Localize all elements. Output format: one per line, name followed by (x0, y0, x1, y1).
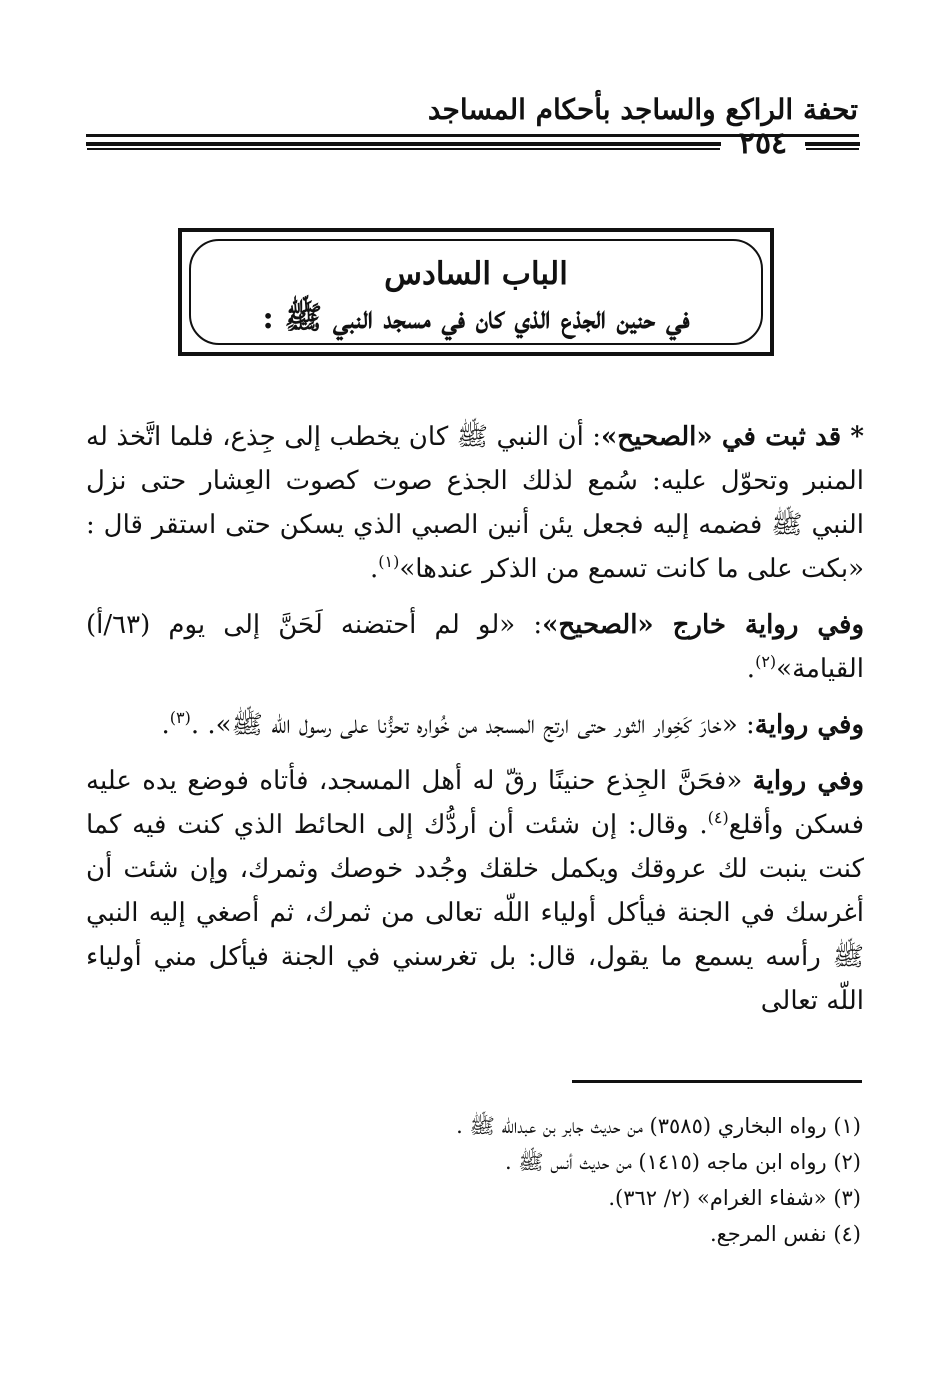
body-text (86, 415, 864, 1035)
paragraph-text-continued: . وقال: إن شئت أن أردُّك إلى الحائط الذي كنت فيه كما كنت ينبت لك عروقك ويكمل خلقك وجُدد خوصك وثمرك، وإن شئت أن أغرسك في الجنة فيأكل أولياء اللّه تعالى من ثمرك، ثم أصغي إليه النبي ﷺ رأسه يسمع ما يقول، قال: بل تغرسني في الجنة فيأكل مني أولياء اللّه تعالى (86, 810, 864, 1016)
paragraph-end: . (369, 554, 379, 584)
paragraph-lead: وفي رواية (752, 766, 865, 796)
paragraph-3 (86, 703, 864, 747)
running-header-title: تحفة الراكع والساجد بأحكام المساجد (427, 93, 858, 126)
paragraph-lead: وفي رواية (754, 710, 864, 740)
footnotes (161, 1108, 861, 1252)
paragraph-2 (86, 603, 864, 691)
footnote-ref[interactable]: (٢) (755, 652, 777, 671)
paragraph-lead: وفي رواية خارج «الصحيح» (542, 610, 864, 640)
footnote-separator (572, 1080, 862, 1083)
chapter-title: الباب السادس (384, 256, 568, 292)
chapter-title-box (178, 228, 774, 356)
paragraph-4 (86, 759, 864, 1023)
header-rule-right (805, 142, 860, 146)
footnote-ref[interactable]: (٤) (707, 808, 729, 827)
paragraph-end: . (746, 654, 756, 684)
footnote-ref[interactable]: (١) (378, 552, 400, 571)
header-rule-left (86, 142, 721, 146)
paragraph-text: «فحَنَّ الجِذع حنينًا رقّ له أهل المسجد، فأتاه فوضع يده عليه فسكن وأقلع (86, 766, 864, 840)
footnote-1: (١) رواه البخاري (٣٥٨٥) من حديث جابر بن عبدالله ﷺ . (456, 1114, 861, 1138)
paragraph-lead: * قد ثبت في «الصحيح» (601, 422, 864, 452)
page-number: ٢٥٤ (738, 126, 788, 161)
paragraph-1 (86, 415, 864, 591)
chapter-subtitle: في حنين الجذع الذي كان في مسجد النبي ﷺ : (262, 300, 690, 336)
footnote-2: (٢) رواه ابن ماجه (١٤١٥) من حديث أنس ﷺ . (504, 1150, 861, 1174)
footnote-ref[interactable]: (٣) (169, 708, 191, 727)
paragraph-text: : «لو لم أحتضنه لَحَنَّ إلى يوم (٦٣/أ) القيامة» (86, 610, 864, 684)
paragraph-end: . (161, 710, 170, 740)
paragraph-text: : أن النبي ﷺ كان يخطب إلى جِذع، فلما اتَّخذ له المنبر وتحوّل عليه: سُمع لذلك الجذع صوت كصوت العِشار حتى نزل النبي ﷺ فضمه إليه فجعل يئن أنين الصبي الذي يسكن حتى استقر قال : «بكت على ما كانت تسمع من الذكر عندها» (86, 422, 864, 584)
footnote-4: (٤) نفس المرجع. (709, 1222, 861, 1246)
footnote-3: (٣) «شفاء الغرام» (٢/ ٣٦٢). (608, 1186, 861, 1210)
paragraph-text: : «خارَ كَخِوار الثور حتى ارتج المسجد من خُواره تحزُّنا على رسول اللّه ﷺ». . (190, 710, 755, 740)
